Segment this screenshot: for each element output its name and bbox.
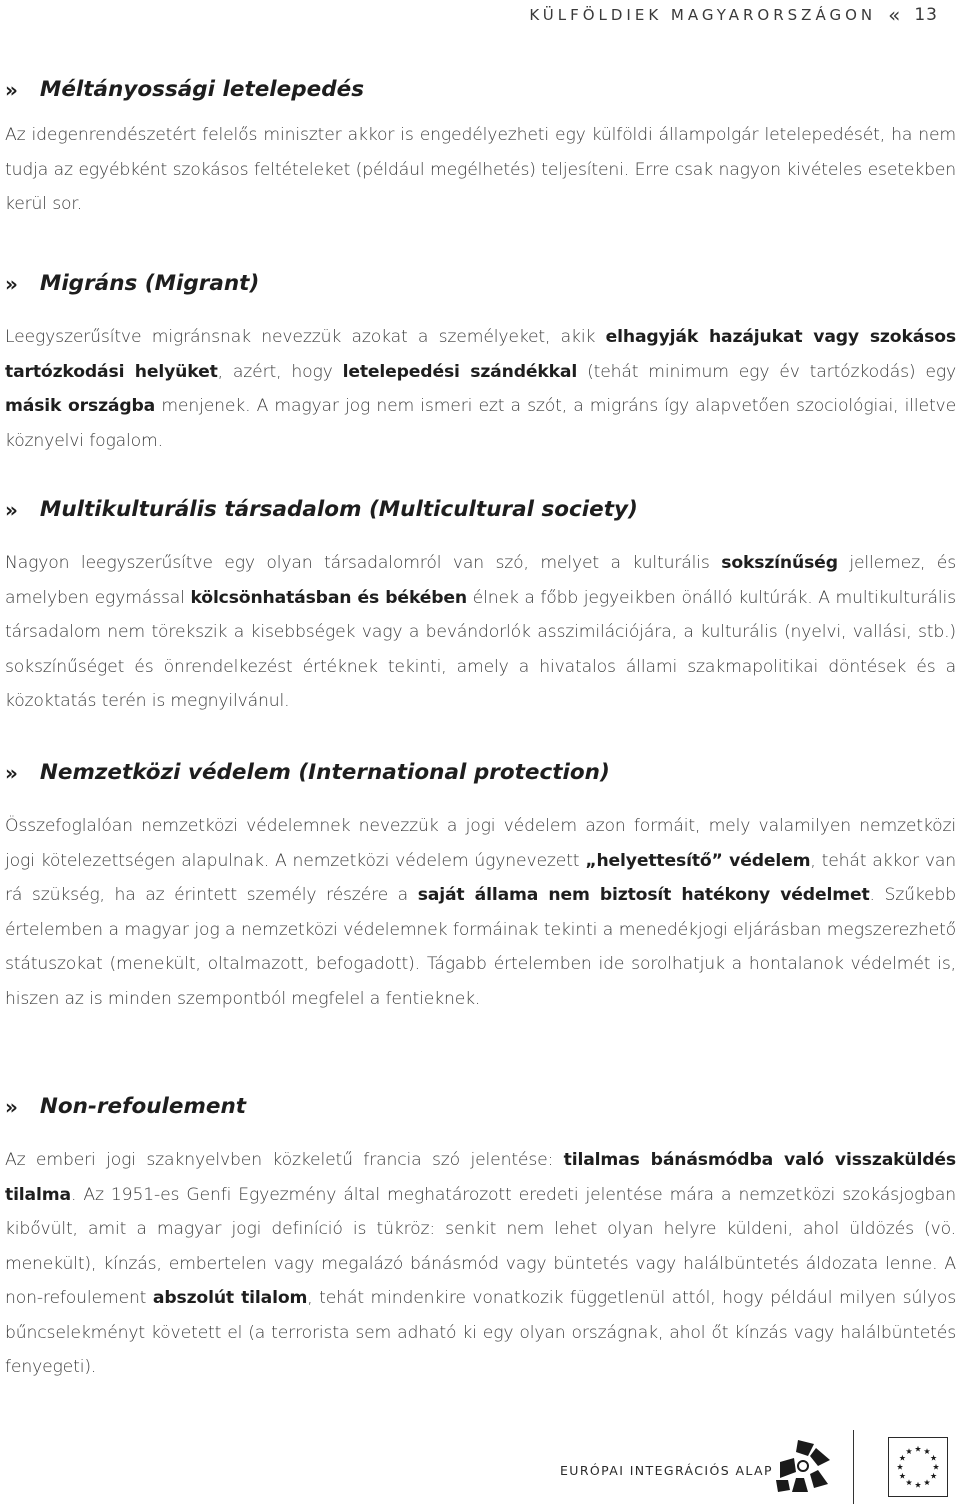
paragraph-text: Az emberi jogi szaknyelvben közkeletű francia szó jelentése: [5,1150,564,1170]
fund-logo-icon [774,1438,832,1494]
page-number: 13 [914,5,938,25]
section-title-text: Migráns (Migrant) [39,271,260,296]
paragraph-text: . Az 1951-es Genfi Egyezmény által meghatározott eredeti jelentése mára a nemzetközi szokásjogban kibővült, amit a magyar jogi definíció is tükröz: senkit nem lehet olyan helyre küldeni, ahol üldözés (vö. menekült), kínzás, embertelen vagy megalázó bánásmód vagy büntetés vagy halálbüntetés áldozata lenne. A non-refoulement [5,1184,956,1308]
emphasized-text: elhagyják hazájukat vagy szokásos tartózkodási helyüket [5,327,956,382]
section-title-text: Non-refoulement [39,1094,247,1119]
section-title-text: Méltányossági letelepedés [39,77,364,102]
paragraph-text: , tehát akkor van rá szükség, ha az érintett személy részére a [5,850,957,905]
section-migrans [5,270,956,458]
paragraph-text: (tehát minimum egy év tartózkodás) egy [577,361,956,382]
section-marker: » [5,1095,18,1119]
eu-flag-icon [888,1437,948,1497]
emphasized-text: saját állama nem biztosít hatékony védelmet [417,885,870,905]
paragraph-text: Nagyon leegyszerűsítve egy olyan társadalomról van szó, melyet a kulturális [5,553,722,573]
emphasized-text: sokszínűség [721,553,838,573]
emphasized-text: „helyettesítő” védelem [585,850,811,871]
section-paragraph [5,118,956,222]
section-title [5,496,956,524]
header-separator: « [888,3,901,27]
emphasized-text: másik országba [5,396,156,416]
footer-brand: EURÓPAI INTEGRÁCIÓS ALAP [560,1463,773,1478]
section-title [5,76,956,104]
section-marker: » [5,272,18,296]
section-paragraph [5,1143,956,1385]
section-meltanyossagi [5,76,956,222]
paragraph-text: Az idegenrendészetért felelős miniszter akkor is engedélyezheti egy külföldi állampolgár letelepedését, ha nem tudja az egyébként szokásos feltételeket (például megélhetés) teljesíteni. Erre csak nagyon kivételes esetekben kerül sor. [5,125,956,214]
running-title: KÜLFÖLDIEK MAGYARORSZÁGON [529,6,877,24]
emphasized-text: abszolút tilalom [152,1288,308,1308]
paragraph-text: Leegyszerűsítve migránsnak nevezzük azokat a személyeket, akik [5,327,606,347]
section-non-refoulement [5,1093,956,1385]
section-paragraph [5,546,956,719]
paragraph-text: élnek a főbb jegyeikben önálló kultúrák. A multikulturális társadalom nem törekszik a kisebbségek vagy a bevándorlók asszimilációjára, a kulturális (nyelvi, vallási, stb.) sokszínűséget és önrendelkezést értéknek tekinti, amely a hivatalos állami szakmapolitikai döntések és a közoktatás terén is megnyilvánul. [5,587,956,711]
section-nemzetkozi-vedelem [5,759,956,1016]
running-header [529,0,938,30]
paragraph-text: , tehát mindenkire vonatkozik függetlenül attól, hogy például milyen súlyos bűncselekményt követett el (a terrorista sem adható ki egy olyan országnak, ahol őt kínzás vagy halálbüntetés fenyegeti). [5,1288,957,1377]
paragraph-text: Összefoglalóan nemzetközi védelemnek nevezzük a jogi védelem azon formáit, mely valamilyen nemzetközi jogi kötelezettségen alapulnak. A nemzetközi védelem úgynevezett [5,816,956,871]
section-title [5,270,956,298]
paragraph-text: , azért, hogy [217,361,343,382]
footer-divider [853,1430,854,1504]
section-title [5,1093,956,1121]
section-marker: » [5,78,18,102]
paragraph-text: jellemez, és amelyben egymással [5,553,956,608]
section-title-text: Multikulturális társadalom (Multicultural society) [39,497,638,522]
paragraph-text: menjenek. A magyar jog nem ismeri ezt a szót, a migráns így alapvetően szociológiai, illetve köznyelvi fogalom. [5,396,957,451]
section-marker: » [5,498,18,522]
paragraph-text: . Szűkebb értelemben a magyar jog a nemzetközi védelemnek formáinak tekinti a menedékjogi eljárásban megszerezhető státuszokat (menekült, oltalmazott, befogadott). Tágabb értelemben ide sorolhatjuk a hontalanok védelmét is, hiszen az is minden szempontból megfelel a fentieknek. [5,885,956,1009]
section-paragraph [5,809,956,1016]
section-title-text: Nemzetközi védelem (International protection) [39,760,610,785]
emphasized-text: tilalmas bánásmódba való visszaküldés tilalma [5,1150,956,1205]
emphasized-text: kölcsönhatásban és békében [190,587,468,608]
section-title [5,759,956,787]
section-marker: » [5,761,18,785]
section-paragraph [5,320,956,458]
section-multikulturalis [5,496,956,719]
emphasized-text: letelepedési szándékkal [342,361,578,382]
